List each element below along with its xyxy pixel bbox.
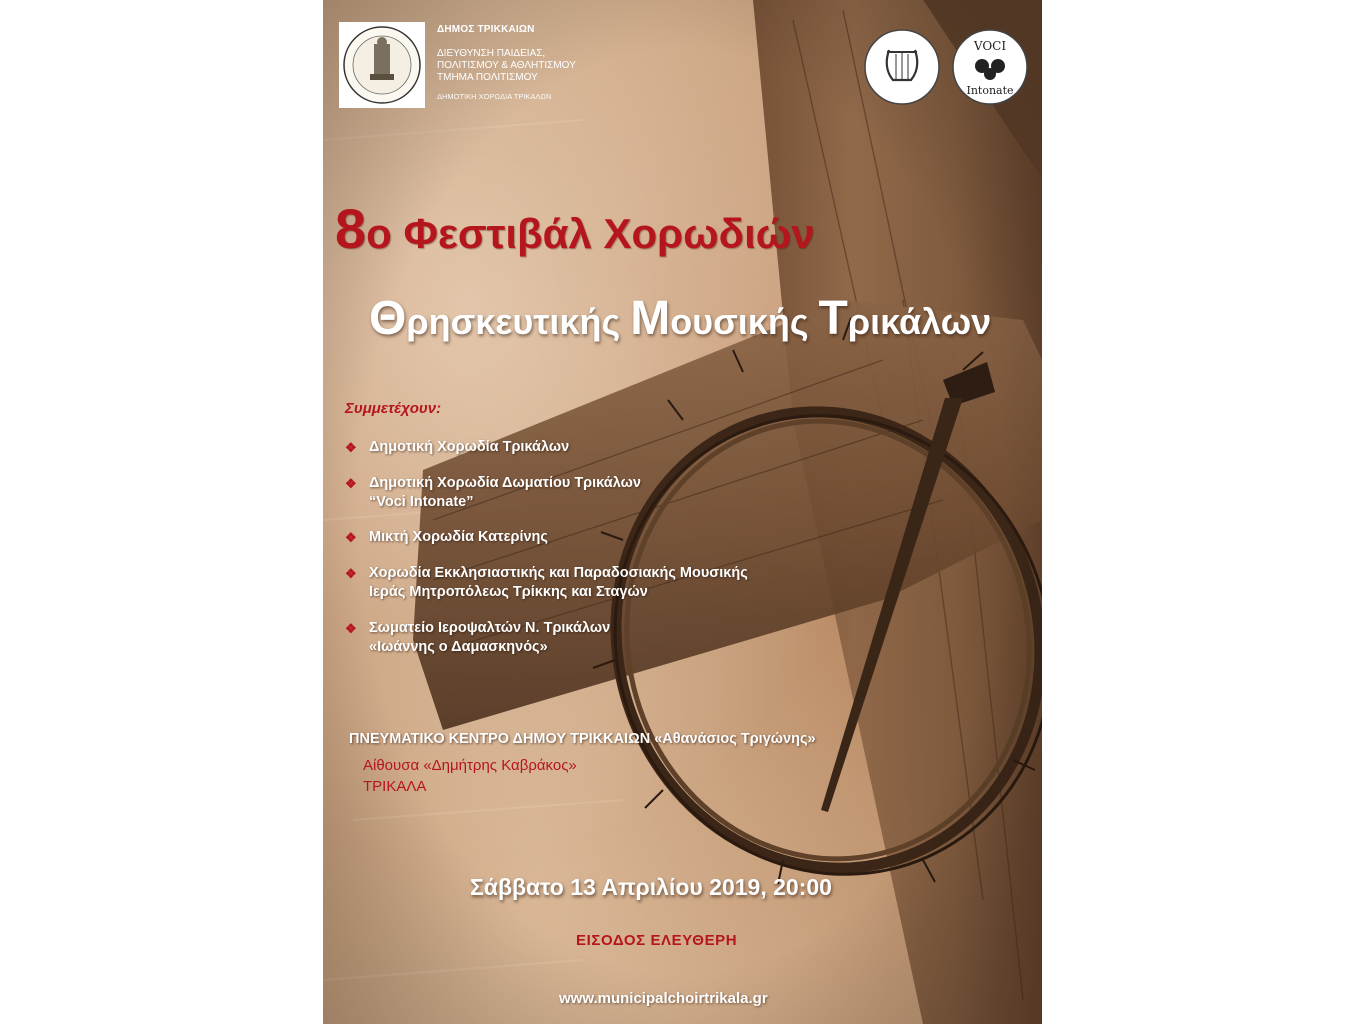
website-url: www.municipalchoirtrikala.gr bbox=[559, 990, 768, 1007]
participant-subname: «Ιωάννης ο Δαμασκηνός» bbox=[369, 639, 548, 655]
participant-subname: Ιεράς Μητροπόλεως Τρίκκης και Σταγών bbox=[369, 584, 648, 600]
venue-hall: Αίθουσα «Δημήτρης Καβράκος» bbox=[363, 757, 577, 774]
subtitle-word-1: ρησκευτικής bbox=[406, 301, 631, 342]
participant-name: Σωματείο Ιεροψαλτών Ν. Τρικάλων bbox=[369, 620, 611, 636]
diamond-bullet-icon: ❖ bbox=[345, 621, 357, 636]
voci-intonate-logo-icon bbox=[951, 28, 1029, 106]
participants-list bbox=[345, 438, 985, 657]
diamond-bullet-icon: ❖ bbox=[345, 530, 357, 545]
participant-subname: “Voci Intonate” bbox=[369, 494, 474, 510]
list-item bbox=[345, 474, 985, 512]
list-item bbox=[345, 564, 985, 602]
festival-number: 8 bbox=[335, 197, 367, 260]
department-line-3: ΤΜΗΜΑ ΠΟΛΙΤΙΣΜΟΥ bbox=[437, 72, 538, 83]
choir-caption: ΔΗΜΟΤΙΚΗ ΧΟΡΩΔΙΑ ΤΡΙΚΑΛΩΝ bbox=[437, 92, 552, 101]
participant-name: Δημοτική Χορωδία Δωματίου Τρικάλων bbox=[369, 475, 641, 491]
department-line-2: ΠΟΛΙΤΙΣΜΟΥ & ΑΘΛΗΤΙΣΜΟΥ bbox=[437, 60, 576, 71]
voci-logo-bottom: Intonate bbox=[966, 84, 1014, 97]
list-item bbox=[345, 438, 985, 457]
event-date: Σάββατο 13 Απριλίου 2019, 20:00 bbox=[470, 874, 832, 900]
festival-title bbox=[335, 196, 815, 261]
municipality-header bbox=[437, 24, 576, 101]
event-poster bbox=[323, 0, 1042, 1024]
participant-name: Δημοτική Χορωδία Τρικάλων bbox=[369, 439, 570, 455]
list-item bbox=[345, 619, 985, 657]
diamond-bullet-icon: ❖ bbox=[345, 476, 357, 491]
festival-subtitle bbox=[369, 291, 991, 346]
diamond-bullet-icon: ❖ bbox=[345, 440, 357, 455]
diamond-bullet-icon: ❖ bbox=[345, 566, 357, 581]
voci-logo-top: VOCI bbox=[973, 39, 1007, 53]
festival-title-text: ο Φεστιβάλ Χορωδιών bbox=[366, 210, 815, 257]
participants-label: Συμμετέχουν: bbox=[345, 400, 442, 417]
subtitle-cap-3: Τ bbox=[818, 292, 848, 345]
list-item bbox=[345, 528, 985, 547]
participant-name: Μικτή Χορωδία Κατερίνης bbox=[369, 529, 548, 545]
subtitle-word-3: ρικάλων bbox=[847, 301, 992, 342]
venue-city: ΤΡΙΚΑΛΑ bbox=[363, 778, 427, 795]
department-line-1: ΔΙΕΥΘΥΝΣΗ ΠΑΙΔΕΙΑΣ, bbox=[437, 48, 546, 59]
subtitle-word-2: ουσικής bbox=[670, 301, 819, 342]
venue-name: ΠΝΕΥΜΑΤΙΚΟ ΚΕΝΤΡΟ ΔΗΜΟΥ ΤΡΙΚΚΑΙΩΝ «Αθανάσιος Τριγώνης» bbox=[349, 731, 816, 747]
municipality-name: ΔΗΜΟΣ ΤΡΙΚΚΑΙΩΝ bbox=[437, 24, 535, 35]
lyre-choir-logo-icon bbox=[863, 28, 941, 106]
municipality-seal-icon bbox=[339, 22, 425, 108]
participant-name: Χορωδία Εκκλησιαστικής και Παραδοσιακής Μουσικής bbox=[369, 565, 748, 581]
subtitle-cap-1: Θ bbox=[369, 292, 407, 345]
free-entry-notice: ΕΙΣΟΔΟΣ ΕΛΕΥΘΕΡΗ bbox=[576, 932, 738, 949]
subtitle-cap-2: Μ bbox=[630, 292, 671, 345]
